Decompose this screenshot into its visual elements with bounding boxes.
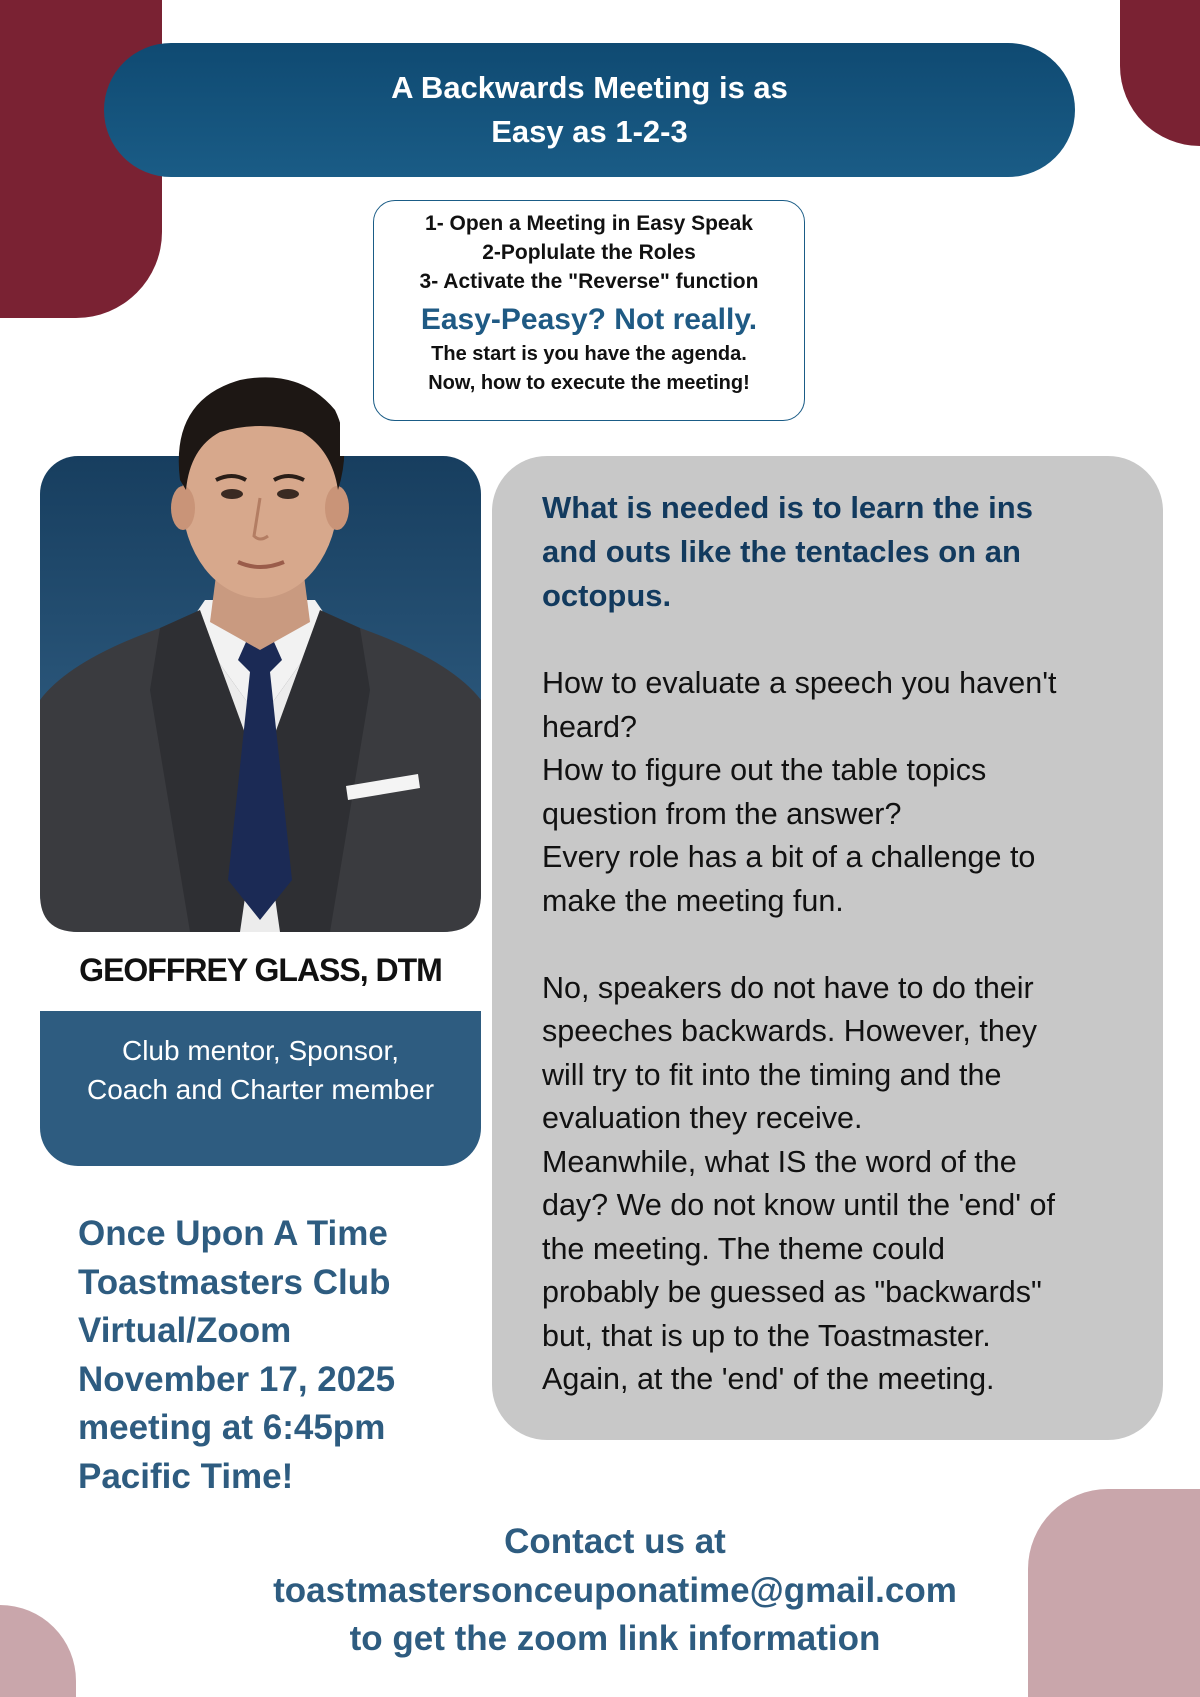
content-block-2 <box>542 967 1123 1402</box>
event-line: Once Upon A Time <box>78 1214 388 1253</box>
decorative-corner-top-right <box>1120 0 1200 146</box>
lead-line: and outs like the tentacles on an <box>542 534 1021 569</box>
content-panel <box>492 456 1163 1440</box>
event-timezone: Pacific Time! <box>78 1456 294 1496</box>
speaker-name: GEOFFREY GLASS, DTM <box>79 952 442 988</box>
event-line: Toastmasters Club <box>78 1262 391 1302</box>
steps-note-line1: The start is you have the agenda. <box>431 343 747 365</box>
step-3: 3- Activate the "Reverse" function <box>419 270 759 293</box>
step-2: 2-Poplulate the Roles <box>482 241 696 264</box>
decorative-corner-bottom-right <box>1028 1489 1200 1697</box>
body-line: How to figure out the table topics <box>542 753 987 787</box>
body-line: question from the answer? <box>542 796 902 831</box>
body-line: will try to fit into the timing and the <box>542 1057 1002 1092</box>
body-line: probably be guessed as "backwards" <box>542 1275 1042 1309</box>
body-line: Again, at the 'end' of the meeting. <box>542 1362 995 1396</box>
event-info <box>78 1210 478 1501</box>
speaker-role-line1: Club mentor, Sponsor, <box>121 1035 400 1066</box>
decorative-corner-bottom-left <box>0 1605 76 1697</box>
content-lead <box>542 486 1123 618</box>
body-line: day? We do not know until the 'end' of <box>542 1188 1055 1222</box>
body-line: How to evaluate a speech you haven't <box>542 666 1057 700</box>
body-line: but, that is up to the Toastmaster. <box>542 1318 991 1353</box>
event-time: meeting at 6:45pm <box>78 1408 386 1447</box>
step-1: 1- Open a Meeting in Easy Speak <box>425 212 753 235</box>
speaker-role-box <box>40 1011 481 1166</box>
body-line: evaluation they receive. <box>542 1101 863 1135</box>
speaker-portrait <box>40 360 481 932</box>
event-date: November 17, 2025 <box>78 1359 396 1399</box>
lead-line: What is needed is to learn the ins <box>542 490 1033 525</box>
body-line: Every role has a bit of a challenge to <box>542 840 1036 874</box>
content-block-1 <box>542 662 1123 923</box>
body-line: heard? <box>542 709 637 744</box>
body-line: Meanwhile, what IS the word of the <box>542 1144 1017 1179</box>
header-banner <box>104 43 1075 177</box>
body-line: No, speakers do not have to do their <box>542 970 1034 1005</box>
steps-tagline: Easy-Peasy? Not really. <box>420 303 758 336</box>
body-line: speeches backwards. However, they <box>542 1014 1038 1048</box>
contact-line3: to get the zoom link information <box>349 1619 881 1658</box>
contact-line1: Contact us at <box>504 1522 726 1561</box>
header-title-line2: Easy as 1-2-3 <box>491 114 688 149</box>
body-line: make the meeting fun. <box>542 883 844 918</box>
contact-email[interactable]: toastmastersonceuponatime@gmail.com <box>273 1570 957 1610</box>
speaker-role-line2: Coach and Charter member <box>86 1074 435 1105</box>
lead-line: octopus. <box>542 578 672 613</box>
header-title-line1: A Backwards Meeting is as <box>391 70 788 105</box>
event-line: Virtual/Zoom <box>78 1311 292 1350</box>
body-line: the meeting. The theme could <box>542 1231 945 1266</box>
steps-note-line2: Now, how to execute the meeting! <box>428 372 750 394</box>
contact-section <box>180 1518 1050 1664</box>
